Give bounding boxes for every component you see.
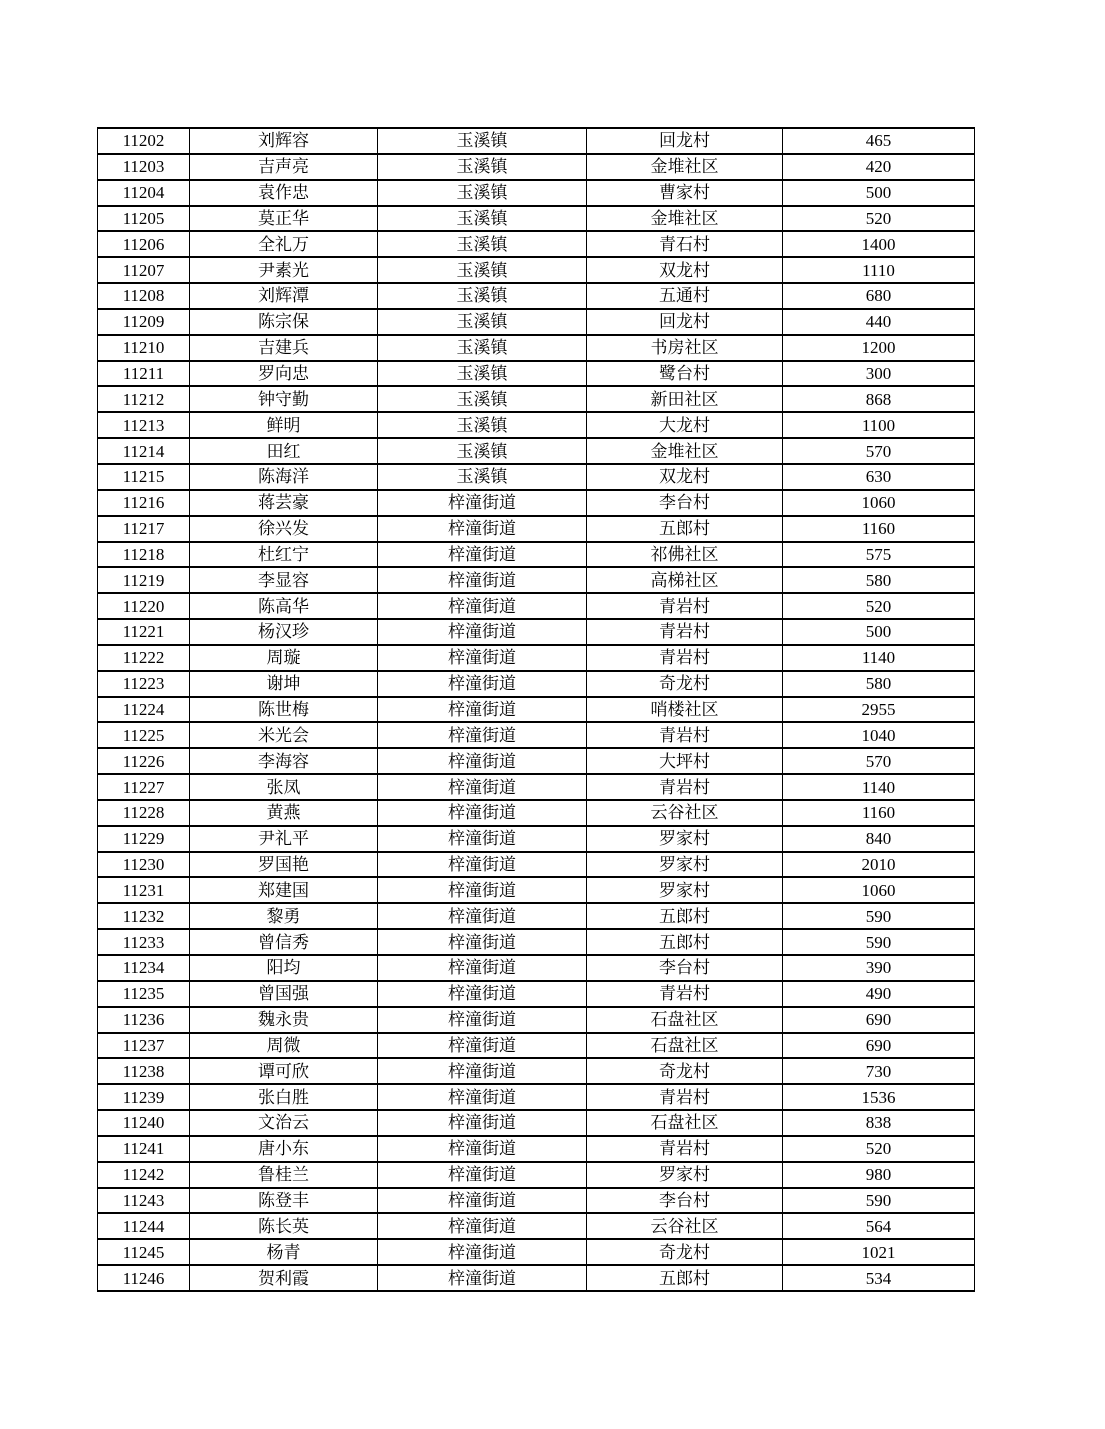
cell-village: 石盘社区	[587, 1033, 783, 1059]
cell-id: 11241	[98, 1136, 190, 1162]
table-row	[98, 464, 975, 490]
cell-id: 11227	[98, 774, 190, 800]
cell-amount: 2010	[783, 852, 975, 878]
cell-amount: 580	[783, 671, 975, 697]
cell-village: 高梯社区	[587, 567, 783, 593]
table-row	[98, 309, 975, 335]
cell-name: 鲁桂兰	[190, 1162, 378, 1188]
cell-village: 青岩村	[587, 593, 783, 619]
cell-town: 梓潼街道	[378, 748, 587, 774]
cell-name: 唐小东	[190, 1136, 378, 1162]
table-row	[98, 593, 975, 619]
cell-amount: 575	[783, 542, 975, 568]
cell-amount: 1140	[783, 774, 975, 800]
table-row	[98, 567, 975, 593]
cell-town: 梓潼街道	[378, 619, 587, 645]
cell-village: 青岩村	[587, 722, 783, 748]
cell-town: 梓潼街道	[378, 1265, 587, 1291]
cell-village: 祁佛社区	[587, 542, 783, 568]
table-row	[98, 361, 975, 387]
cell-name: 魏永贵	[190, 1007, 378, 1033]
cell-amount: 1040	[783, 722, 975, 748]
cell-village: 新田社区	[587, 386, 783, 412]
cell-village: 鹭台村	[587, 361, 783, 387]
table-row	[98, 180, 975, 206]
cell-amount: 1021	[783, 1239, 975, 1265]
cell-town: 梓潼街道	[378, 800, 587, 826]
table-row	[98, 697, 975, 723]
cell-town: 玉溪镇	[378, 206, 587, 232]
cell-name: 全礼万	[190, 231, 378, 257]
table-row	[98, 722, 975, 748]
cell-town: 玉溪镇	[378, 386, 587, 412]
cell-id: 11210	[98, 335, 190, 361]
cell-town: 梓潼街道	[378, 774, 587, 800]
cell-amount: 440	[783, 309, 975, 335]
cell-id: 11223	[98, 671, 190, 697]
cell-amount: 868	[783, 386, 975, 412]
cell-village: 罗家村	[587, 1162, 783, 1188]
cell-village: 云谷社区	[587, 800, 783, 826]
cell-town: 梓潼街道	[378, 955, 587, 981]
cell-id: 11205	[98, 206, 190, 232]
cell-village: 罗家村	[587, 877, 783, 903]
cell-name: 杨汉珍	[190, 619, 378, 645]
cell-amount: 690	[783, 1033, 975, 1059]
cell-town: 梓潼街道	[378, 567, 587, 593]
cell-town: 玉溪镇	[378, 154, 587, 180]
cell-id: 11206	[98, 231, 190, 257]
cell-town: 玉溪镇	[378, 438, 587, 464]
cell-name: 谢坤	[190, 671, 378, 697]
cell-name: 周璇	[190, 645, 378, 671]
table-row	[98, 1007, 975, 1033]
cell-id: 11240	[98, 1110, 190, 1136]
cell-amount: 1100	[783, 412, 975, 438]
table-row	[98, 542, 975, 568]
table-row	[98, 981, 975, 1007]
cell-name: 陈高华	[190, 593, 378, 619]
cell-id: 11211	[98, 361, 190, 387]
cell-id: 11226	[98, 748, 190, 774]
table-row	[98, 1058, 975, 1084]
table-row	[98, 206, 975, 232]
cell-amount: 500	[783, 619, 975, 645]
cell-town: 玉溪镇	[378, 128, 587, 154]
records-table-body	[98, 128, 975, 1291]
cell-id: 11245	[98, 1239, 190, 1265]
table-row	[98, 516, 975, 542]
cell-village: 罗家村	[587, 852, 783, 878]
cell-amount: 590	[783, 929, 975, 955]
cell-town: 梓潼街道	[378, 697, 587, 723]
table-row	[98, 386, 975, 412]
cell-amount: 520	[783, 206, 975, 232]
cell-village: 大龙村	[587, 412, 783, 438]
cell-town: 玉溪镇	[378, 464, 587, 490]
table-row	[98, 877, 975, 903]
cell-village: 回龙村	[587, 128, 783, 154]
cell-amount: 1400	[783, 231, 975, 257]
cell-town: 玉溪镇	[378, 180, 587, 206]
cell-amount: 1060	[783, 490, 975, 516]
cell-town: 梓潼街道	[378, 852, 587, 878]
cell-town: 梓潼街道	[378, 1213, 587, 1239]
cell-id: 11233	[98, 929, 190, 955]
table-row	[98, 748, 975, 774]
cell-village: 石盘社区	[587, 1007, 783, 1033]
cell-name: 米光会	[190, 722, 378, 748]
cell-amount: 1536	[783, 1084, 975, 1110]
cell-id: 11215	[98, 464, 190, 490]
table-row	[98, 1239, 975, 1265]
table-row	[98, 903, 975, 929]
cell-id: 11232	[98, 903, 190, 929]
cell-town: 梓潼街道	[378, 490, 587, 516]
cell-town: 梓潼街道	[378, 981, 587, 1007]
table-row	[98, 1265, 975, 1291]
cell-id: 11214	[98, 438, 190, 464]
cell-name: 袁作忠	[190, 180, 378, 206]
cell-town: 梓潼街道	[378, 1188, 587, 1214]
cell-town: 梓潼街道	[378, 671, 587, 697]
table-row	[98, 128, 975, 154]
cell-id: 11237	[98, 1033, 190, 1059]
cell-name: 黎勇	[190, 903, 378, 929]
cell-town: 梓潼街道	[378, 1136, 587, 1162]
table-row	[98, 800, 975, 826]
cell-id: 11246	[98, 1265, 190, 1291]
cell-town: 梓潼街道	[378, 826, 587, 852]
cell-village: 大坪村	[587, 748, 783, 774]
cell-name: 杜红宁	[190, 542, 378, 568]
cell-village: 青岩村	[587, 619, 783, 645]
cell-name: 杨青	[190, 1239, 378, 1265]
cell-name: 李海容	[190, 748, 378, 774]
cell-id: 11220	[98, 593, 190, 619]
cell-name: 周微	[190, 1033, 378, 1059]
cell-amount: 570	[783, 438, 975, 464]
cell-id: 11212	[98, 386, 190, 412]
cell-amount: 420	[783, 154, 975, 180]
cell-name: 曾国强	[190, 981, 378, 1007]
table-row	[98, 438, 975, 464]
cell-id: 11221	[98, 619, 190, 645]
cell-name: 刘辉容	[190, 128, 378, 154]
cell-id: 11234	[98, 955, 190, 981]
table-row	[98, 826, 975, 852]
cell-town: 梓潼街道	[378, 1033, 587, 1059]
cell-town: 玉溪镇	[378, 309, 587, 335]
cell-id: 11217	[98, 516, 190, 542]
cell-town: 玉溪镇	[378, 283, 587, 309]
cell-name: 陈登丰	[190, 1188, 378, 1214]
cell-name: 张凤	[190, 774, 378, 800]
cell-village: 双龙村	[587, 464, 783, 490]
cell-id: 11244	[98, 1213, 190, 1239]
cell-town: 梓潼街道	[378, 1162, 587, 1188]
cell-name: 尹礼平	[190, 826, 378, 852]
cell-id: 11207	[98, 257, 190, 283]
cell-name: 陈宗保	[190, 309, 378, 335]
cell-amount: 1200	[783, 335, 975, 361]
table-row	[98, 955, 975, 981]
table-row	[98, 490, 975, 516]
cell-id: 11225	[98, 722, 190, 748]
cell-amount: 520	[783, 1136, 975, 1162]
cell-id: 11242	[98, 1162, 190, 1188]
table-row	[98, 1213, 975, 1239]
table-row	[98, 852, 975, 878]
cell-amount: 630	[783, 464, 975, 490]
cell-town: 梓潼街道	[378, 542, 587, 568]
cell-village: 书房社区	[587, 335, 783, 361]
cell-town: 梓潼街道	[378, 1110, 587, 1136]
table-row	[98, 412, 975, 438]
cell-name: 鲜明	[190, 412, 378, 438]
cell-name: 郑建国	[190, 877, 378, 903]
cell-name: 曾信秀	[190, 929, 378, 955]
cell-village: 五郎村	[587, 903, 783, 929]
table-row	[98, 283, 975, 309]
cell-name: 罗国艳	[190, 852, 378, 878]
table-row	[98, 231, 975, 257]
cell-village: 五郎村	[587, 929, 783, 955]
cell-id: 11239	[98, 1084, 190, 1110]
cell-village: 金堆社区	[587, 154, 783, 180]
cell-village: 五通村	[587, 283, 783, 309]
cell-village: 青岩村	[587, 774, 783, 800]
cell-village: 李台村	[587, 490, 783, 516]
cell-village: 青岩村	[587, 1136, 783, 1162]
cell-village: 金堆社区	[587, 438, 783, 464]
cell-amount: 1110	[783, 257, 975, 283]
table-row	[98, 671, 975, 697]
table-row	[98, 645, 975, 671]
cell-id: 11243	[98, 1188, 190, 1214]
cell-village: 奇龙村	[587, 1058, 783, 1084]
cell-amount: 840	[783, 826, 975, 852]
cell-id: 11216	[98, 490, 190, 516]
table-row	[98, 1162, 975, 1188]
cell-amount: 490	[783, 981, 975, 1007]
cell-amount: 580	[783, 567, 975, 593]
cell-town: 梓潼街道	[378, 877, 587, 903]
cell-town: 玉溪镇	[378, 412, 587, 438]
table-row	[98, 774, 975, 800]
cell-village: 奇龙村	[587, 1239, 783, 1265]
cell-amount: 590	[783, 903, 975, 929]
table-row	[98, 929, 975, 955]
cell-town: 梓潼街道	[378, 1007, 587, 1033]
cell-name: 文治云	[190, 1110, 378, 1136]
cell-town: 梓潼街道	[378, 593, 587, 619]
cell-name: 陈长英	[190, 1213, 378, 1239]
cell-name: 阳均	[190, 955, 378, 981]
table-row	[98, 335, 975, 361]
cell-id: 11219	[98, 567, 190, 593]
cell-amount: 590	[783, 1188, 975, 1214]
cell-town: 梓潼街道	[378, 645, 587, 671]
cell-id: 11208	[98, 283, 190, 309]
cell-town: 玉溪镇	[378, 231, 587, 257]
cell-id: 11231	[98, 877, 190, 903]
cell-town: 梓潼街道	[378, 722, 587, 748]
records-table	[97, 127, 975, 1292]
cell-village: 五郎村	[587, 1265, 783, 1291]
cell-amount: 690	[783, 1007, 975, 1033]
cell-village: 回龙村	[587, 309, 783, 335]
table-row	[98, 1110, 975, 1136]
cell-amount: 1060	[783, 877, 975, 903]
cell-name: 李显容	[190, 567, 378, 593]
cell-id: 11229	[98, 826, 190, 852]
cell-name: 陈世梅	[190, 697, 378, 723]
cell-id: 11224	[98, 697, 190, 723]
cell-village: 青岩村	[587, 645, 783, 671]
cell-village: 云谷社区	[587, 1213, 783, 1239]
cell-id: 11236	[98, 1007, 190, 1033]
cell-amount: 1160	[783, 800, 975, 826]
cell-village: 五郎村	[587, 516, 783, 542]
cell-town: 玉溪镇	[378, 361, 587, 387]
cell-amount: 1140	[783, 645, 975, 671]
cell-village: 曹家村	[587, 180, 783, 206]
cell-village: 青岩村	[587, 981, 783, 1007]
cell-id: 11204	[98, 180, 190, 206]
cell-id: 11228	[98, 800, 190, 826]
table-row	[98, 1033, 975, 1059]
cell-amount: 534	[783, 1265, 975, 1291]
cell-name: 张白胜	[190, 1084, 378, 1110]
cell-village: 李台村	[587, 1188, 783, 1214]
cell-id: 11202	[98, 128, 190, 154]
cell-id: 11218	[98, 542, 190, 568]
cell-name: 钟守勤	[190, 386, 378, 412]
cell-town: 梓潼街道	[378, 516, 587, 542]
cell-amount: 564	[783, 1213, 975, 1239]
cell-name: 吉建兵	[190, 335, 378, 361]
cell-name: 贺利霞	[190, 1265, 378, 1291]
cell-name: 刘辉潭	[190, 283, 378, 309]
cell-id: 11230	[98, 852, 190, 878]
cell-town: 梓潼街道	[378, 1084, 587, 1110]
cell-amount: 980	[783, 1162, 975, 1188]
cell-name: 吉声亮	[190, 154, 378, 180]
cell-amount: 2955	[783, 697, 975, 723]
cell-town: 玉溪镇	[378, 335, 587, 361]
cell-id: 11213	[98, 412, 190, 438]
cell-amount: 390	[783, 955, 975, 981]
cell-village: 金堆社区	[587, 206, 783, 232]
cell-village: 双龙村	[587, 257, 783, 283]
cell-village: 青石村	[587, 231, 783, 257]
table-row	[98, 1084, 975, 1110]
cell-town: 梓潼街道	[378, 929, 587, 955]
cell-town: 玉溪镇	[378, 257, 587, 283]
table-row	[98, 1136, 975, 1162]
cell-name: 蒋芸豪	[190, 490, 378, 516]
cell-village: 石盘社区	[587, 1110, 783, 1136]
cell-village: 哨楼社区	[587, 697, 783, 723]
cell-amount: 465	[783, 128, 975, 154]
cell-name: 黄燕	[190, 800, 378, 826]
cell-village: 李台村	[587, 955, 783, 981]
table-row	[98, 1188, 975, 1214]
cell-amount: 570	[783, 748, 975, 774]
cell-amount: 838	[783, 1110, 975, 1136]
cell-amount: 500	[783, 180, 975, 206]
cell-amount: 300	[783, 361, 975, 387]
table-row	[98, 154, 975, 180]
cell-town: 梓潼街道	[378, 1239, 587, 1265]
cell-village: 罗家村	[587, 826, 783, 852]
cell-id: 11238	[98, 1058, 190, 1084]
table-row	[98, 257, 975, 283]
cell-name: 莫正华	[190, 206, 378, 232]
cell-name: 徐兴发	[190, 516, 378, 542]
cell-town: 梓潼街道	[378, 1058, 587, 1084]
cell-id: 11209	[98, 309, 190, 335]
cell-id: 11203	[98, 154, 190, 180]
table-row	[98, 619, 975, 645]
cell-amount: 1160	[783, 516, 975, 542]
cell-amount: 680	[783, 283, 975, 309]
cell-name: 陈海洋	[190, 464, 378, 490]
cell-name: 罗向忠	[190, 361, 378, 387]
cell-amount: 730	[783, 1058, 975, 1084]
cell-amount: 520	[783, 593, 975, 619]
cell-village: 青岩村	[587, 1084, 783, 1110]
cell-town: 梓潼街道	[378, 903, 587, 929]
cell-name: 田红	[190, 438, 378, 464]
cell-id: 11222	[98, 645, 190, 671]
cell-name: 谭可欣	[190, 1058, 378, 1084]
cell-name: 尹素光	[190, 257, 378, 283]
cell-village: 奇龙村	[587, 671, 783, 697]
cell-id: 11235	[98, 981, 190, 1007]
